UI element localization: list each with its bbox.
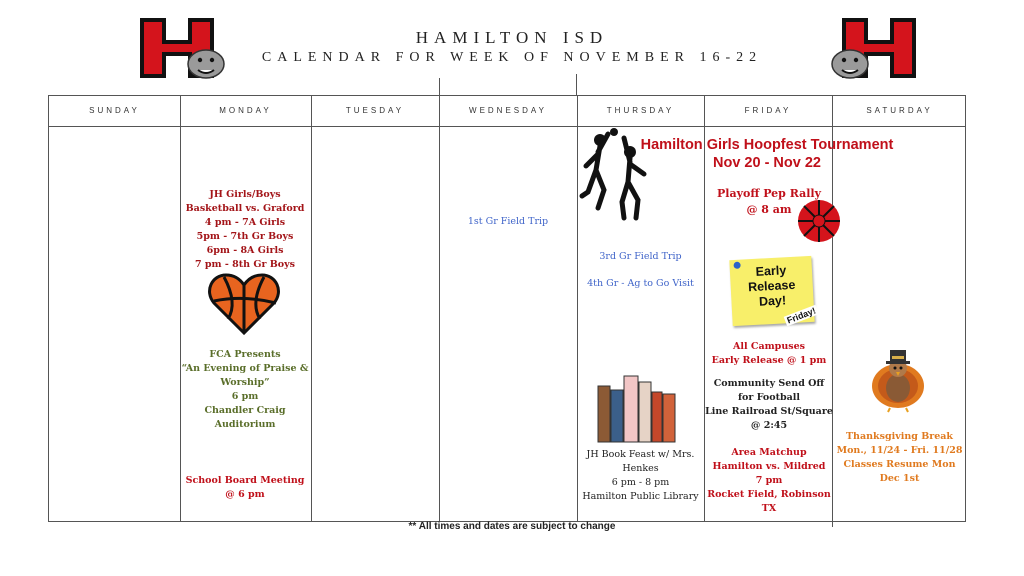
event-line: JH Girls/Boys	[209, 189, 281, 200]
event-line: Chandler Craig	[204, 405, 286, 416]
event-line: Classes Resume Mon	[843, 459, 956, 470]
event-line: Mon., 11/24 - Fri. 11/28	[836, 445, 963, 456]
day-header-monday: MONDAY	[219, 106, 272, 115]
event-line: @ 6 pm	[225, 489, 265, 500]
note-line: Early	[755, 263, 787, 279]
hoopfest-banner-dates: Nov 20 - Nov 22	[713, 155, 821, 171]
day-header-friday: FRIDAY	[744, 106, 792, 115]
monday-basketball-event	[180, 188, 310, 272]
event-line: Thanksgiving Break	[845, 431, 954, 442]
monday-board-meeting	[180, 474, 310, 502]
event-line: for Football	[737, 392, 801, 403]
event-line: Basketball vs. Graford	[185, 203, 305, 214]
event-line: JH Book Feast w/ Mrs.	[586, 449, 695, 460]
column-divider	[311, 96, 312, 521]
event-line: Early Release @ 1 pm	[711, 355, 827, 366]
header-divider	[49, 126, 965, 127]
divider-tick	[576, 74, 577, 95]
hamilton-h-logo	[138, 14, 228, 82]
event-line: 4 pm - 7A Girls	[204, 217, 286, 228]
pom-pom-icon	[796, 198, 842, 244]
event-line: Auditorium	[214, 419, 276, 430]
page-title: HAMILTON ISD	[415, 28, 609, 47]
event-line: TX	[761, 503, 777, 514]
thursday-ag-visit: 4th Gr - Ag to Go Visit	[587, 278, 694, 289]
divider-tick	[439, 78, 440, 95]
day-header-sunday: SUNDAY	[89, 106, 140, 115]
event-line: Line Railroad St/Square	[705, 406, 833, 417]
note-friday-tag: Friday!	[785, 305, 818, 326]
event-line: Playoff Pep Rally	[717, 187, 821, 200]
event-line: @ 2:45	[750, 420, 788, 431]
footer-disclaimer: ** All times and dates are subject to change	[408, 521, 616, 532]
event-line: All Campuses	[733, 341, 805, 352]
event-line: 6 pm	[231, 391, 259, 402]
event-line: FCA Presents	[209, 349, 281, 360]
hamilton-h-logo-right	[828, 14, 918, 82]
note-line: Day!	[758, 293, 787, 309]
event-line: School Board Meeting	[185, 475, 305, 486]
event-line: 6 pm - 8 pm	[611, 477, 670, 488]
column-divider	[180, 96, 181, 521]
day-header-saturday: SATURDAY	[866, 106, 933, 115]
hoopfest-banner-title: Hamilton Girls Hoopfest Tournament	[640, 137, 894, 153]
turkey-icon	[868, 342, 928, 414]
early-release-sticky-note	[729, 256, 818, 326]
thursday-field-trip: 3rd Gr Field Trip	[599, 251, 682, 262]
event-line: Hamilton vs. Mildred	[712, 461, 826, 472]
monday-fca-event	[180, 348, 310, 432]
column-divider	[439, 96, 440, 521]
event-line: 7 pm	[755, 475, 783, 486]
basketball-heart-icon	[208, 273, 280, 335]
event-line: Worship”	[220, 377, 270, 388]
saturday-thanksgiving	[833, 430, 966, 486]
friday-area-matchup	[705, 446, 833, 516]
day-header-tuesday: TUESDAY	[345, 106, 405, 115]
event-line: Area Matchup	[731, 447, 807, 458]
event-line: 7 pm - 8th Gr Boys	[194, 259, 296, 270]
event-line: 6pm - 8A Girls	[206, 245, 284, 256]
event-line: @ 8 am	[746, 203, 792, 216]
wednesday-field-trip: 1st Gr Field Trip	[467, 216, 549, 227]
event-line: Henkes	[622, 463, 659, 474]
friday-send-off	[705, 377, 833, 433]
event-line: Dec 1st	[879, 473, 920, 484]
event-line: 5pm - 7th Gr Boys	[196, 231, 294, 242]
friday-early-release	[705, 340, 833, 368]
event-line: Community Send Off	[713, 378, 825, 389]
page-subtitle: CALENDAR FOR WEEK OF NOVEMBER 16-22	[261, 50, 763, 65]
event-line: Rocket Field, Robinson	[707, 489, 831, 500]
event-line: Hamilton Public Library	[582, 491, 699, 502]
event-line: “An Evening of Praise &	[181, 363, 309, 374]
day-header-wednesday: WEDNESDAY	[469, 106, 547, 115]
note-line: Release	[747, 277, 796, 295]
books-icon	[598, 376, 678, 444]
thursday-book-feast	[577, 448, 704, 504]
day-header-thursday: THURSDAY	[606, 106, 675, 115]
